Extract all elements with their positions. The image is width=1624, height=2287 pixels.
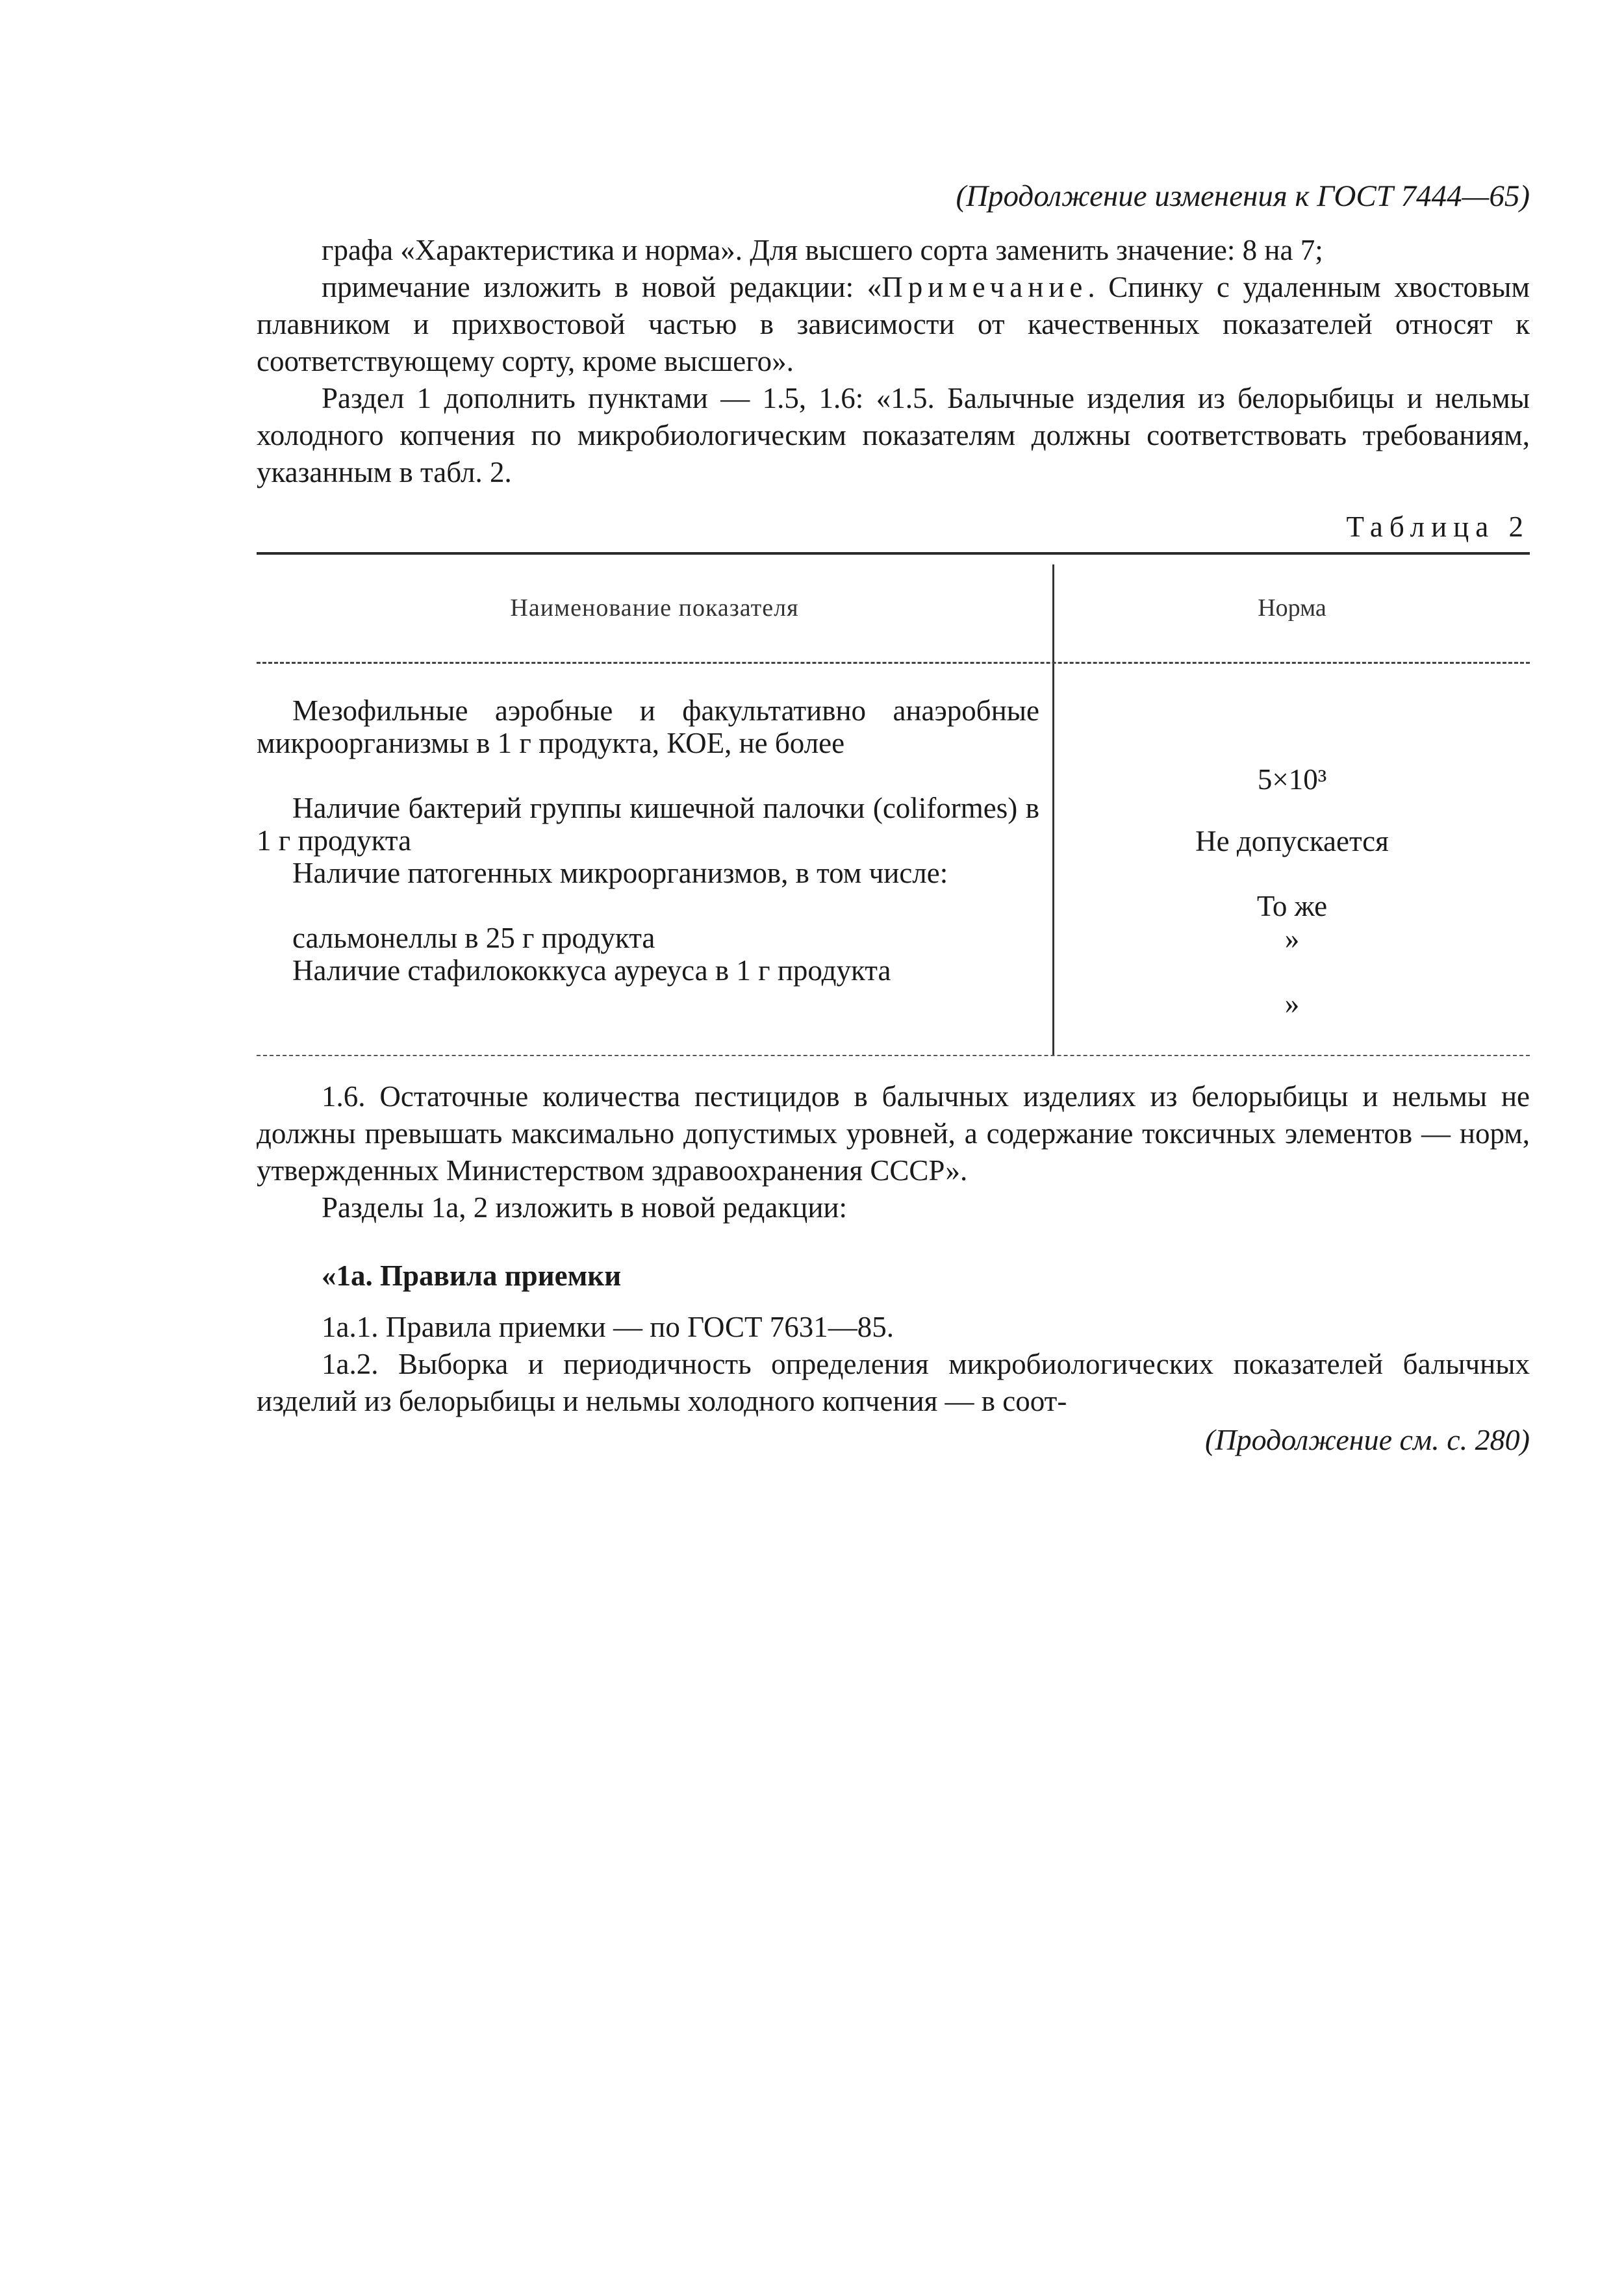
rules-block	[257, 1309, 1530, 1420]
table-cell-norm: 5×10³	[1257, 763, 1327, 796]
note-label: Примечание	[882, 271, 1088, 303]
note-paragraph: примечание изложить в новой редакции: «Примечание. Спинку с удаленным хвостовым плавником и прихвостовой частью в зависимости от качественных показателей относят к соответствующему сорту, кроме высшего».	[257, 271, 1530, 377]
table-header-divider	[257, 662, 1530, 664]
continuation-footer: (Продолжение см. с. 280)	[1205, 1423, 1530, 1456]
intro-block	[257, 232, 1530, 491]
table-cell-norm: »	[1284, 987, 1300, 1020]
pesticides-block	[257, 1078, 1530, 1226]
section-paragraph: Раздел 1 дополнить пунктами — 1.5, 1.6: «1.5. Балычные изделия из белорыбицы и нельмы холодного копчения по микробиологическим показателям должны соответствовать требованиям, указанным в табл. 2.	[257, 382, 1530, 488]
grade-value: 8 на 7;	[1242, 234, 1323, 266]
table-cell-name: Мезофильные аэробные и факультативно анаэробные микроорганизмы в 1 г продукта, КОЕ, не более	[257, 694, 1039, 759]
microbiology-table	[257, 552, 1530, 1056]
table-cell-name: Наличие патогенных микроорганизмов, в том числе:	[292, 857, 948, 889]
table-header-name: Наименование показателя	[510, 594, 799, 622]
continuation-header: (Продолжение изменения к ГОСТ 7444—65)	[956, 179, 1530, 213]
table-cell-name: сальмонеллы в 25 г продукта	[292, 922, 655, 954]
table-cell-norm: »	[1284, 922, 1300, 955]
rule-1a-2: 1а.2. Выборка и периодичность определения микробиологических показателей балычных изделий из белорыбицы и нельмы холодного копчения — в соот-	[257, 1348, 1530, 1417]
para-1-6: 1.6. Остаточные количества пестицидов в балычных изделиях из белорыбицы и нельмы не должны превышать максимально допустимых уровней, а содержание токсичных элементов — норм, утвержденных Министерством здравоохранения СССР».	[257, 1080, 1530, 1187]
table-caption: Таблица 2	[1346, 511, 1530, 543]
acceptance-heading: «1а. Правила приемки	[322, 1259, 622, 1292]
table-cell-name: Наличие стафилококкуса ауреуса в 1 г продукта	[292, 954, 891, 987]
table-header-norm: Норма	[1258, 594, 1326, 622]
table-column-divider	[1052, 564, 1054, 1055]
table-cell-name: Наличие бактерий группы кишечной палочки (coliformes) в 1 г продукта	[257, 792, 1039, 857]
sections-line: Разделы 1а, 2 изложить в новой редакции:	[322, 1191, 848, 1224]
intro-line: графа «Характеристика и норма». Для высшего сорта заменить значение: 8 на 7;	[322, 234, 1323, 266]
table-cell-norm: То же	[1256, 890, 1328, 922]
rule-1a-1: 1а.1. Правила приемки — по ГОСТ 7631—85.	[322, 1311, 894, 1343]
table-cell-norm: Не допускается	[1195, 825, 1389, 857]
